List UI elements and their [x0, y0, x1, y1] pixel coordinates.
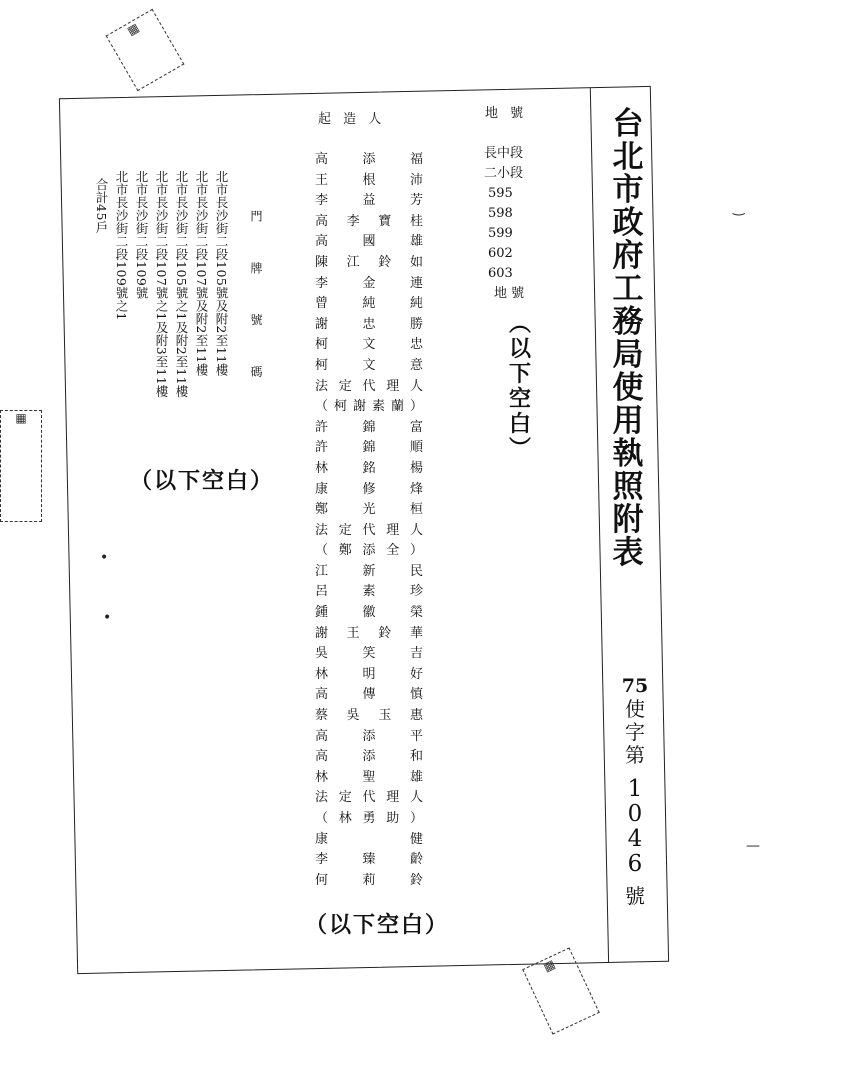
applicant-name: 呂 素 珍 — [315, 584, 423, 600]
title-char: 執 — [612, 436, 644, 472]
applicant-name: 陳 江 鈴 如 — [315, 254, 423, 270]
title-char: 局 — [612, 337, 644, 373]
blank-mark-char: 白 — [508, 411, 531, 437]
license-year: 75 — [621, 675, 649, 697]
bottom-blank-mark: （以下空白） — [305, 912, 450, 938]
lot-entry: 598 — [488, 206, 513, 221]
applicant-name: （柯謝素蘭） — [315, 399, 423, 415]
title-char: 工 — [612, 271, 644, 307]
column-divider — [590, 88, 609, 962]
applicant-name: 法定代理人 — [315, 378, 423, 394]
seal-stamp-icon: ▦ — [106, 9, 185, 91]
license-char: 使 — [625, 696, 645, 721]
applicant-name: 王 根 沛 — [315, 172, 423, 188]
lot-entry: 地 號 — [494, 286, 525, 301]
applicant-name: 江 新 民 — [315, 563, 423, 579]
blank-mark-char: 空 — [508, 386, 531, 412]
applicant-name: 謝 忠 勝 — [315, 316, 423, 332]
blank-mark-char: 下 — [508, 361, 531, 387]
seal-stamp-icon: ▦ — [522, 947, 600, 1034]
blank-mark-char: 以 — [508, 336, 531, 362]
bracket-glyph: ︶ — [508, 436, 531, 462]
title-char: 北 — [612, 139, 644, 175]
license-number — [620, 676, 650, 908]
applicant-name: 法定代理人 — [315, 522, 423, 538]
applicant-header: 起 造 人 — [318, 112, 386, 127]
title-char: 使 — [612, 370, 644, 406]
license-char: 6 — [627, 850, 643, 877]
address-entry: 北市長沙街二段105號及附2至11樓 — [214, 170, 229, 377]
lot-entry: 599 — [488, 226, 513, 241]
applicant-name: 林 明 好 — [315, 666, 423, 682]
applicant-name: 高 添 和 — [315, 749, 423, 765]
scan-artifact: • — [100, 550, 109, 566]
title-char: 用 — [612, 403, 644, 439]
applicant-name: 吳 笑 吉 — [315, 646, 423, 662]
license-serial — [620, 777, 650, 877]
applicant-name: 康 健 — [315, 831, 423, 847]
license-char: 4 — [627, 825, 643, 852]
applicant-name: 何 莉 鈴 — [315, 872, 423, 888]
applicant-name: 鄭 光 桓 — [315, 502, 423, 518]
applicant-name: 林 銘 楊 — [315, 460, 423, 476]
door-number-header: 門 牌 號 碼 — [249, 210, 263, 396]
applicant-name: 許 錦 順 — [315, 440, 423, 456]
license-char: 0 — [627, 800, 643, 827]
applicant-name: （鄭添全） — [315, 543, 423, 559]
license-char: 第 — [625, 742, 645, 767]
applicant-name: 曾 純 純 — [315, 296, 423, 312]
license-suffix: 號 — [625, 883, 645, 908]
lot-entry: 長中段 — [484, 146, 524, 161]
household-total: 合計45戶 — [94, 178, 109, 234]
applicant-name: 鍾 徽 榮 — [315, 605, 423, 621]
address-entry: 北市長沙街二段107號之1及附3至11樓 — [154, 170, 169, 399]
lot-entry: 595 — [488, 186, 513, 201]
applicant-name: 高 傳 慎 — [315, 687, 423, 703]
title-char: 附 — [612, 502, 644, 538]
address-entry: 北市長沙街二段107號及附2至11樓 — [194, 170, 209, 377]
license-char: 字 — [625, 719, 645, 744]
lot-entry: 603 — [488, 266, 513, 281]
license-type — [620, 698, 650, 767]
applicant-name: 謝王鈴華 — [315, 625, 423, 641]
scan-artifact: ‿ — [733, 200, 745, 216]
document-title — [608, 106, 648, 571]
applicant-name: 李 金 連 — [315, 275, 423, 291]
lot-list — [484, 144, 554, 304]
bracket-glyph: ︵ — [508, 311, 531, 337]
address-list — [92, 170, 229, 460]
title-char: 照 — [612, 469, 644, 505]
scan-artifact: • — [103, 610, 112, 626]
applicant-name: 李 益 芳 — [315, 193, 423, 209]
applicant-name: 蔡吳玉惠 — [315, 708, 423, 724]
applicant-name: 柯 文 忠 — [315, 337, 423, 353]
address-entry: 北市長沙街二段105號之1及附2至11樓 — [174, 170, 189, 399]
seal-stamp-icon: ▦ — [0, 410, 42, 522]
applicant-name: 林 聖 雄 — [315, 769, 423, 785]
title-char: 府 — [612, 238, 644, 274]
address-blank-mark: （以下空白） — [130, 468, 275, 494]
applicant-name: 法定代理人 — [315, 790, 423, 806]
lot-entry: 二小段 — [484, 166, 524, 181]
applicant-name: 高 李 寶 桂 — [315, 213, 423, 229]
title-char: 政 — [612, 205, 644, 241]
address-entry: 北市長沙街二段109號之1 — [114, 170, 129, 321]
applicant-name: 康 修 烽 — [315, 481, 423, 497]
title-char: 務 — [612, 304, 644, 340]
title-char: 台 — [612, 106, 644, 142]
address-entry: 北市長沙街二段109號 — [134, 170, 149, 300]
lot-blank-mark — [505, 312, 535, 462]
title-char: 表 — [612, 535, 644, 571]
lot-entry: 602 — [488, 246, 513, 261]
applicant-name: 柯 文 意 — [315, 357, 423, 373]
applicant-name: （林勇助） — [315, 811, 423, 826]
scan-artifact: — — [746, 838, 760, 854]
applicant-name: 李 臻 齡 — [315, 852, 423, 868]
applicant-name: 高 添 福 — [315, 152, 423, 167]
applicant-name: 高 添 平 — [315, 728, 423, 744]
applicant-list — [315, 150, 423, 891]
lot-header: 地 號 — [485, 106, 528, 121]
license-char: 1 — [627, 775, 643, 802]
applicant-name: 高 國 雄 — [315, 234, 423, 250]
title-char: 市 — [612, 172, 644, 208]
applicant-name: 許 錦 富 — [315, 419, 423, 435]
